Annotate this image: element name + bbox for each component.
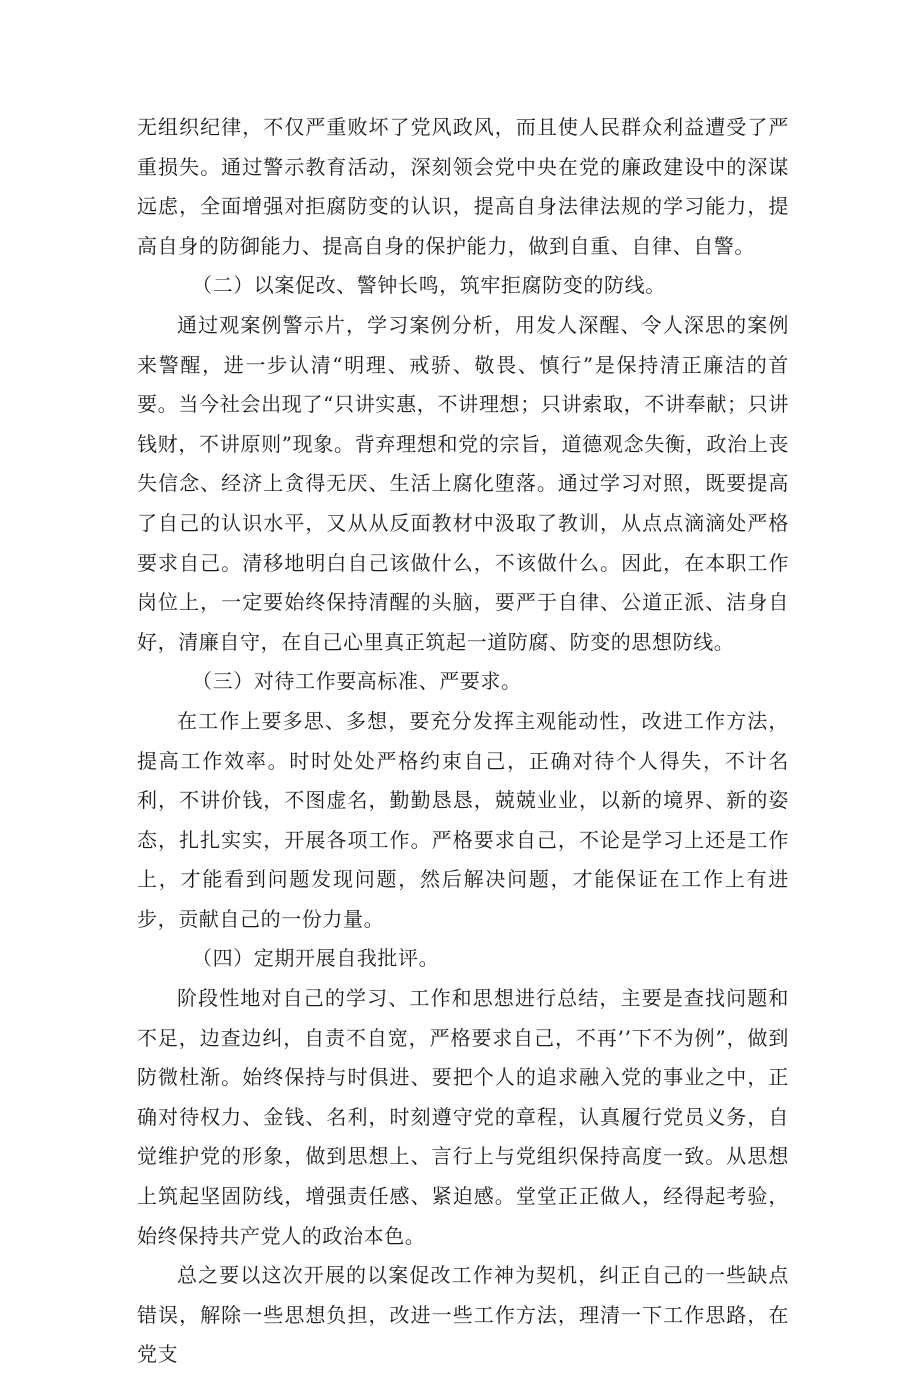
section-heading-3: （三）对待工作要高标准、严要求。 [192,669,522,694]
paragraph-summary: 总之要以这次开展的以案促改工作神为契机，纠正自己的一些缺点错误，解除一些思想负担，改进一些工作方法，理清一下工作思路，在党支 [137,1263,789,1367]
section-heading-4: （四）定期开展自我批评。 [192,946,440,971]
paragraph: 通过观案例警示片，学习案例分析，用发人深醒、令人深思的案例来警醒，进一步认清“明理、戒骄、敬畏、慎行”是保持清正廉洁的首要。当今社会出现了“只讲实惠，不讲理想；只讲索取，不讲奉献；只讲钱财，不讲原则”现象。背弃理想和党的宗旨，道德观念失衡，政治上丧失信念、经济上贪得无厌、生活上腐化堕落。通过学习对照，既要提高了自己的认识水平，又从从反面教材中汲取了教训，从点点滴滴处严格要求自己。清移地明白自己该做什么，不该做什么。因此，在本职工作岗位上，一定要始终保持清醒的头脑，要严于自律、公道正派、洁身自好，清廉自守，在自己心里真正筑起一道防腐、防变的思想防线。 [137,312,789,654]
paragraph-continued: 无组织纪律，不仅严重败坏了党风政风，而且使人民群众利益遭受了严重损失。通过警示教育活动，深刻领会党中央在党的廉政建设中的深谋远虑，全面增强对拒腐防变的认识，提高自身法律法规的学习能力，提高自身的防御能力、提高自身的保护能力，做到自重、自律、自警。 [137,115,789,258]
document-body [137,108,789,1375]
paragraph: 在工作上要多思、多想，要充分发挥主观能动性，改进工作方法，提高工作效率。时时处处严格约束自己，正确对待个人得失，不计名利，不讲价钱，不图虚名，勤勤恳恳，兢兢业业，以新的境界、新的姿态，扎扎实实，开展各项工作。严格要求自己，不论是学习上还是工作上，才能看到问题发现问题，然后解决问题，才能保证在工作上有进步，贡献自己的一份力量。 [137,708,789,931]
section-heading-2: （二）以案促改、警钟长鸣，筑牢拒腐防变的防线。 [192,273,666,298]
paragraph: 阶段性地对自己的学习、工作和思想进行总结，主要是查找问题和不足，边查边纠，自责不自宽，严格要求自己，不再’’下不为例”，做到防微杜渐。始终保持与时俱进、要把个人的追求融入党的事业之中，正确对待权力、金钱、名利，时刻遵守党的章程，认真履行党员义务，自觉维护党的形象，做到思想上、言行上与党组织保持高度一致。从思想上筑起坚固防线，增强责任感、紧迫感。堂堂正正做人，经得起考验，始终保持共产党人的政治本色。 [137,986,789,1248]
